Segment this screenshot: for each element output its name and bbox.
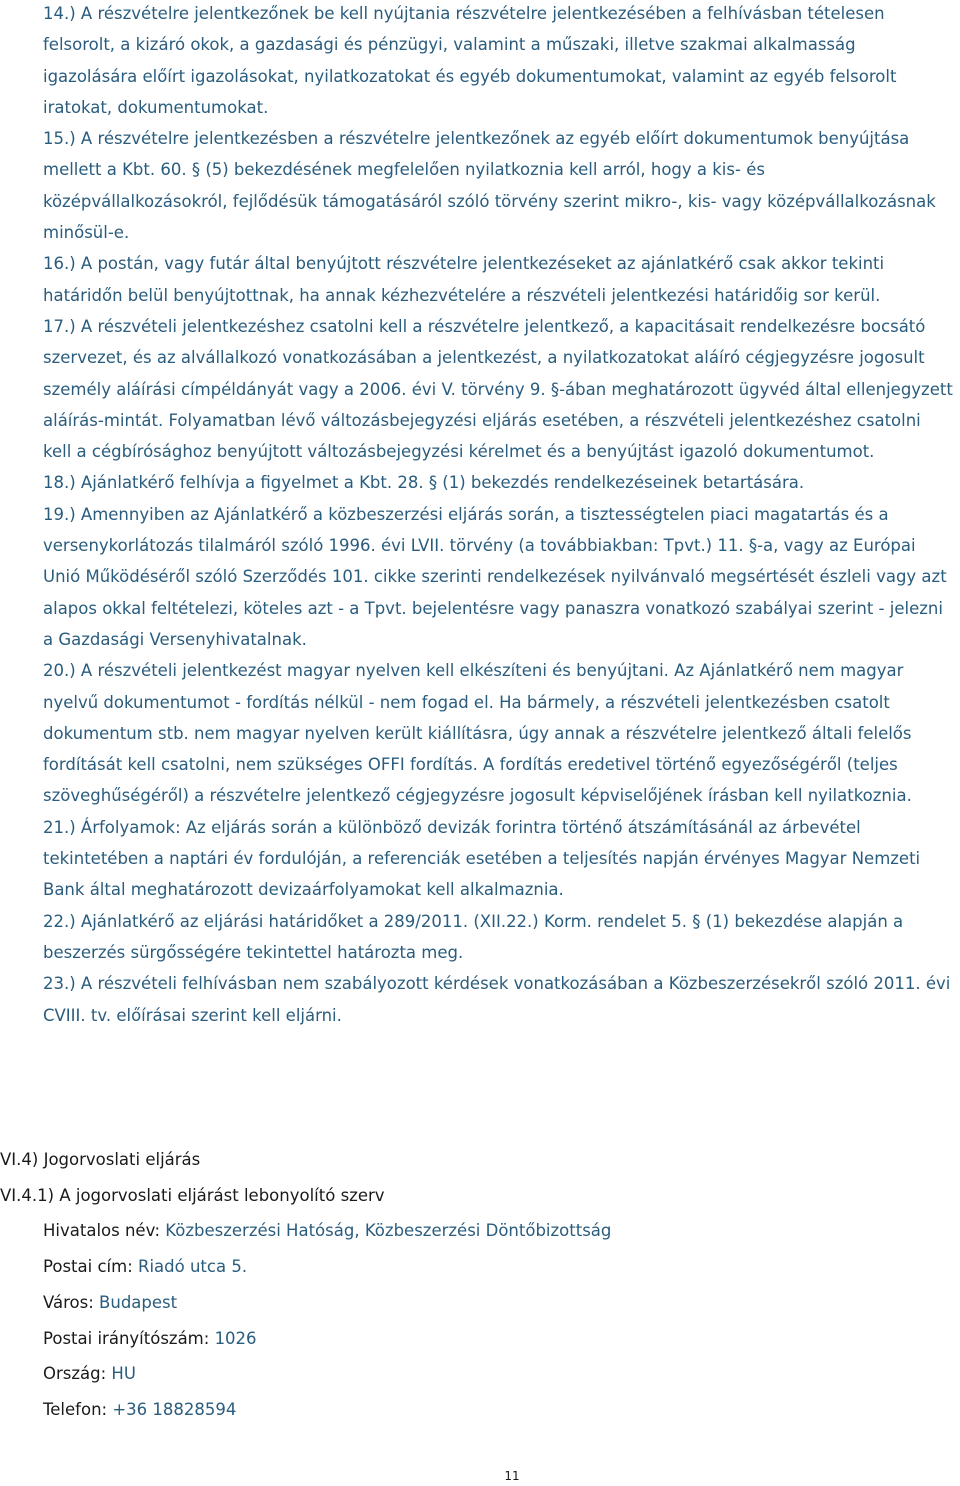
official-name-row [43, 1219, 611, 1243]
note-18: 18.) Ajánlatkérő felhívja a figyelmet a Kbt. 28. § (1) bekezdés rendelkezéseinek betartására. [43, 473, 805, 493]
address-value: Riadó utca 5. [138, 1257, 248, 1276]
note-19: 19.) Amennyiben az Ajánlatkérő a közbeszerzési eljárás során, a tisztességtelen piaci magatartás és a versenykorlátozás tilalmáról szóló 1996. évi LVII. törvény (a továbbiakban: Tpvt.) 11. §-a, vagy az Európai Unió Működéséről szóló Szerződés 101. cikke szerinti rendelkezések nyilvánvaló megsértését észleli vagy azt alapos okkal feltételezi, köteles azt - a Tpvt. bejelentésre vagy panaszra vonatkozó szabályai szerint - jelezni a Gazdasági Versenyhivatalnak. [43, 504, 947, 649]
city-label: Város: [43, 1293, 100, 1312]
postcode-value: 1026 [214, 1329, 257, 1348]
official-name-value: Közbeszerzési Hatóság, Közbeszerzési Döntőbizottság [165, 1221, 612, 1240]
address-label: Postai cím: [43, 1257, 138, 1276]
phone-label: Telefon: [43, 1400, 113, 1419]
section-heading: VI.4) Jogorvoslati eljárás [0, 1150, 201, 1169]
note-15: 15.) A részvételre jelentkezésben a részvételre jelentkezőnek az egyéb előírt dokumentumok benyújtása mellett a Kbt. 60. § (5) bekezdésének megfelelően nyilatkoznia kell arról, hogy a kis- és középvállalkozásokról, fejlődésük támogatásáról szóló törvény szerint mikro-, kis- vagy középvállalkozásnak minősül-e. [43, 129, 936, 243]
phone-row [43, 1398, 236, 1422]
note-14: 14.) A részvételre jelentkezőnek be kell nyújtania részvételre jelentkezésében a felhívásban tételesen felsorolt, a kizáró okok, a gazdasági és pénzügyi, valamint a műszaki, illetve szakmai alkalmasság igazolására előírt igazolásokat, nyilatkozatokat és egyéb dokumentumokat, valamint az egyéb felsorolt iratokat, dokumentumokat. [43, 4, 897, 117]
subsection-heading: VI.4.1) A jogorvoslati eljárást lebonyolító szerv [0, 1186, 385, 1205]
note-21: 21.) Árfolyamok: Az eljárás során a különböző devizák forintra történő átszámításánál az árbevétel tekintetében a naptári év fordulóján, a referenciák esetében a teljesítés napján érvényes Magyar Nemzeti Bank által meghatározott devizaárfolyamokat kell alkalmaznia. [43, 817, 921, 900]
note-20: 20.) A részvételi jelentkezést magyar nyelven kell elkészíteni és benyújtani. Az Ajánlatkérő nem magyar nyelvű dokumentumot - fordítás nélkül - nem fogad el. Ha bármely, a részvételi jelentkezésben csatolt dokumentum stb. nem magyar nyelven került kiállításra, úgy annak a részvételre jelentkező általi felelős fordítását kell csatolni, nem szükséges OFFI fordítás. A fordítás eredetivel történő egyezőségéről (teljes szöveghűségéről) a részvételre jelentkező cégjegyzésre jogosult képviselőjének írásban kell nyilatkoznia. [43, 661, 912, 806]
city-row [43, 1291, 177, 1315]
note-23: 23.) A részvételi felhívásban nem szabályozott kérdések vonatkozásában a Közbeszerzésekről szóló 2011. évi CVIII. tv. előírásai szerint kell eljárni. [43, 974, 951, 1025]
country-row [43, 1362, 136, 1386]
note-22: 22.) Ajánlatkérő az eljárási határidőket a 289/2011. (XII.22.) Korm. rendelet 5. § (1) bekezdése alapján a beszerzés sürgősségére tekintettel határozta meg. [43, 911, 904, 962]
country-value: HU [111, 1364, 136, 1383]
note-17: 17.) A részvételi jelentkezéshez csatolni kell a részvételre jelentkező, a kapacitásait rendelkezésre bocsátó szervezet, és az alvállalkozó vonatkozásában a jelentkezést, a nyilatkozatokat aláíró cégjegyzésre jogosult személy aláírási címpéldányát vagy a 2006. évi V. törvény 9. §-ában meghatározott ügyvéd által ellenjegyzett aláírás-mintát. Folyamatban lévő változásbejegyzési eljárás esetében, a részvételi jelentkezéshez csatolni kell a cégbírósághoz benyújtott változásbejegyzési kérelmet és a benyújtást igazoló dokumentumot. [43, 316, 953, 462]
city-value: Budapest [99, 1293, 178, 1312]
country-label: Ország: [43, 1364, 112, 1383]
note-16: 16.) A postán, vagy futár által benyújtott részvételre jelentkezéseket az ajánlatkérő csak akkor tekinti határidőn belül benyújtottnak, ha annak kézhezvételére a részvételi jelentkezési határidőig sor kerül. [43, 254, 885, 305]
postcode-label: Postai irányítószám: [43, 1329, 215, 1348]
official-name-label: Hivatalos név: [43, 1221, 166, 1240]
postcode-row [43, 1327, 257, 1351]
page-number: 11 [504, 1469, 520, 1483]
address-row [43, 1255, 247, 1279]
phone-value: +36 18828594 [112, 1400, 237, 1419]
